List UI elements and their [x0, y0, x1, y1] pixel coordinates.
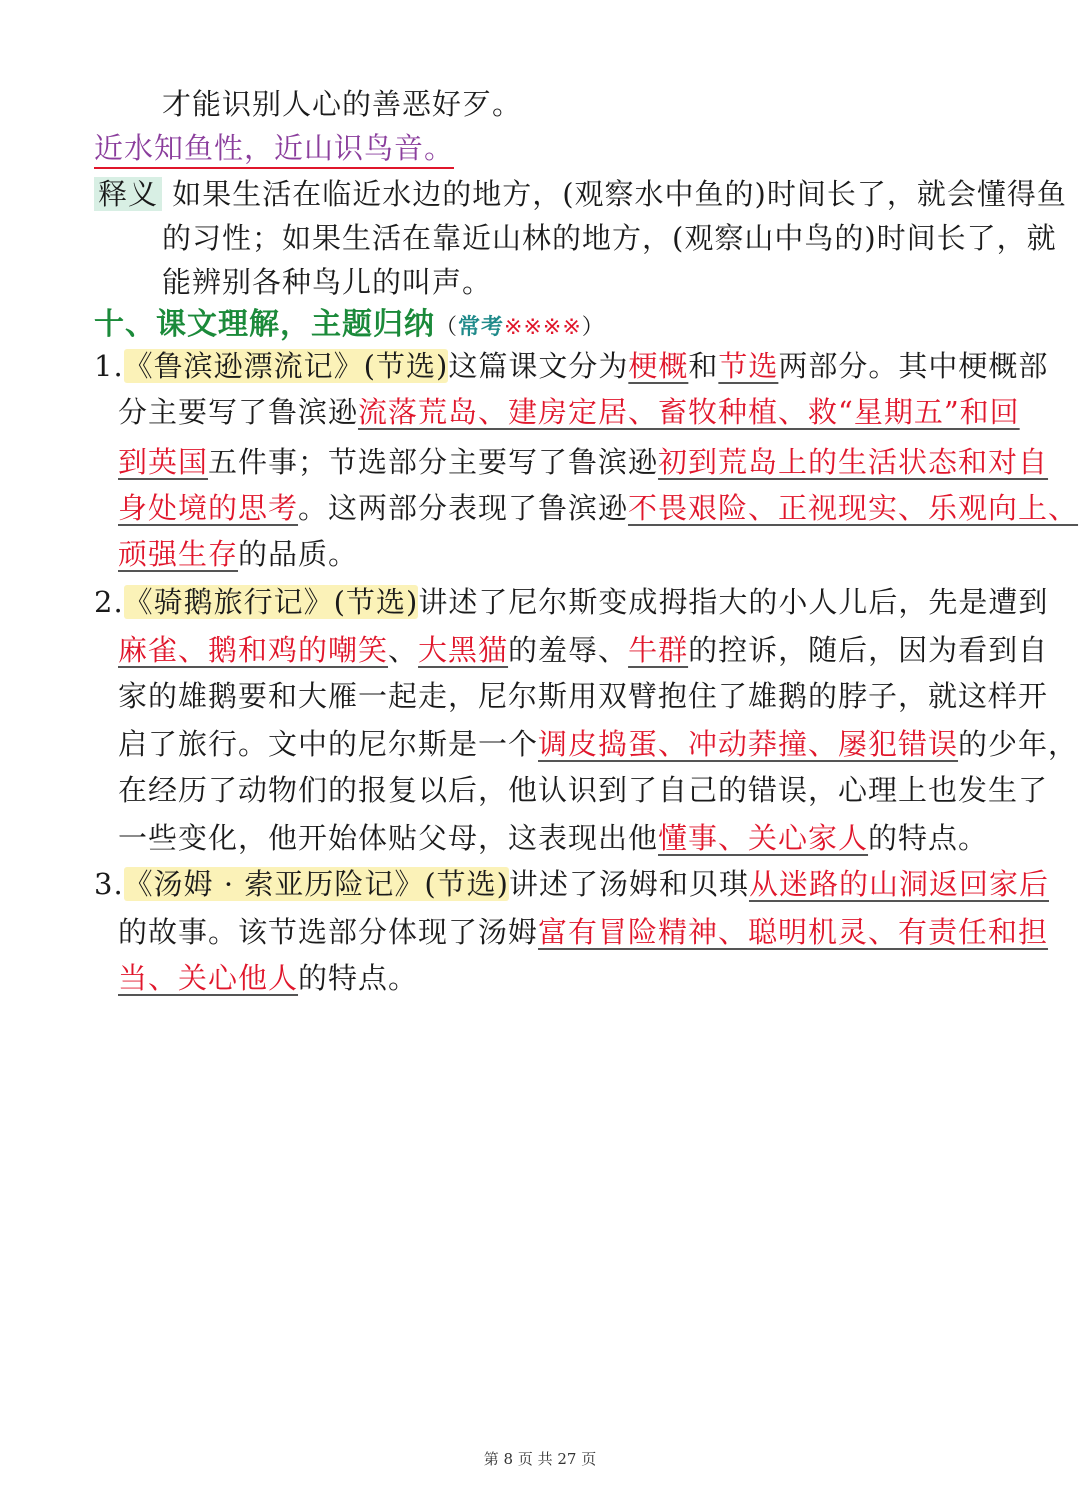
book-title: 《鲁滨逊漂流记》(节选): [123, 349, 449, 383]
meaning-line-1: [94, 176, 1067, 212]
keyword: 富有冒险精神、聪明机灵、有责任和担: [538, 915, 1049, 949]
keyword: 到英国: [118, 445, 209, 479]
text: 的故事。该节选部分体现了汤姆: [118, 915, 539, 949]
keyword: 大黑猫: [418, 633, 509, 667]
item3-line-3: [118, 960, 418, 996]
book-title: 《汤姆 · 索亚历险记》(节选): [123, 867, 509, 901]
paren-open: （: [435, 315, 459, 340]
meaning-line-3: 能辨别各种鸟儿的叫声。: [162, 265, 493, 299]
keyword: 流落荒岛、建房定居、畜牧种植、救“星期五”和回: [358, 395, 1020, 429]
text: 两部分。其中梗概部: [778, 349, 1049, 383]
item2-line-3: 家的雄鹅要和大雁一起走，尼尔斯用双臂抱住了雄鹅的脖子，就这样开: [118, 679, 1049, 713]
frequency-stars: ※※※※: [504, 315, 582, 340]
text-line: 才能识别人心的善恶好歹。: [162, 87, 523, 121]
text: 讲述了尼尔斯变成拇指大的小人儿后，先是遭到: [418, 585, 1049, 619]
item1-line-1: [94, 348, 1048, 384]
keyword: 调皮捣蛋、冲动莽撞、屡犯错误: [538, 727, 959, 761]
item3-line-1: [94, 866, 1049, 902]
keyword: 牛群: [628, 633, 689, 667]
text: 的特点。: [868, 821, 989, 855]
text: 。这两部分表现了鲁滨逊: [298, 491, 629, 525]
keyword: 不畏艰险、正视现实、乐观向上、: [628, 491, 1079, 525]
item2-line-2: [118, 632, 1048, 668]
item-number: 1.: [94, 349, 124, 383]
keyword: 初到荒岛上的生活状态和对自: [658, 445, 1049, 479]
text: 的品质。: [238, 537, 359, 571]
meaning-text: 如果生活在临近水边的地方，(观察水中鱼的)时间长了，就会懂得鱼: [172, 177, 1067, 211]
item1-line-2: [118, 394, 1020, 430]
item1-line-4: [118, 490, 1078, 526]
item2-line-6: [118, 820, 988, 856]
text: 的控诉，随后，因为看到自: [688, 633, 1049, 667]
page-number: 第 8 页 共 27 页: [483, 1450, 597, 1468]
paren-close: ）: [581, 315, 605, 340]
text: 的羞辱、: [508, 633, 629, 667]
text: 五件事；节选部分主要写了鲁滨逊: [208, 445, 659, 479]
book-title: 《骑鹅旅行记》(节选): [123, 585, 419, 619]
proverb-text: 近水知鱼性，近山识鸟音。: [94, 131, 454, 169]
item1-line-3: [118, 444, 1048, 480]
keyword: 身处境的思考: [118, 491, 299, 525]
text: 启了旅行。文中的尼尔斯是一个: [118, 727, 539, 761]
text: 一些变化，他开始体贴父母，这表现出他: [118, 821, 659, 855]
item2-line-1: [94, 584, 1048, 620]
keyword: 懂事、关心家人: [658, 821, 869, 855]
text: 、: [388, 633, 419, 667]
text: 和: [688, 349, 719, 383]
item-number: 3.: [94, 867, 124, 901]
section-heading: [94, 306, 605, 346]
proverb: [94, 130, 454, 166]
text: 这篇课文分为: [448, 349, 629, 383]
text: 的特点。: [298, 961, 419, 995]
item2-line-4: [118, 726, 1078, 762]
text: 分主要写了鲁滨逊: [118, 395, 359, 429]
keyword: 节选: [718, 349, 779, 383]
text: 讲述了汤姆和贝琪: [508, 867, 749, 901]
meaning-line-2: 的习性；如果生活在靠近山林的地方，(观察山中鸟的)时间长了，就: [162, 221, 1057, 255]
keyword: 梗概: [628, 349, 689, 383]
keyword: 从迷路的山洞返回家后: [748, 867, 1049, 901]
item3-line-2: [118, 914, 1048, 950]
frequency-label: 常考: [458, 314, 505, 340]
item2-line-5: 在经历了动物们的报复以后，他认识到了自己的错误，心理上也发生了: [118, 773, 1049, 807]
keyword: 顽强生存: [118, 537, 239, 571]
section-title: 十、课文理解，主题归纳: [94, 307, 435, 342]
item1-line-5: [118, 536, 358, 572]
text: 的少年，: [958, 727, 1079, 761]
keyword: 麻雀、鹅和鸡的嘲笑: [118, 633, 389, 667]
item-number: 2.: [94, 585, 124, 619]
keyword: 当、关心他人: [118, 961, 299, 995]
meaning-tag: 释义: [94, 177, 162, 211]
